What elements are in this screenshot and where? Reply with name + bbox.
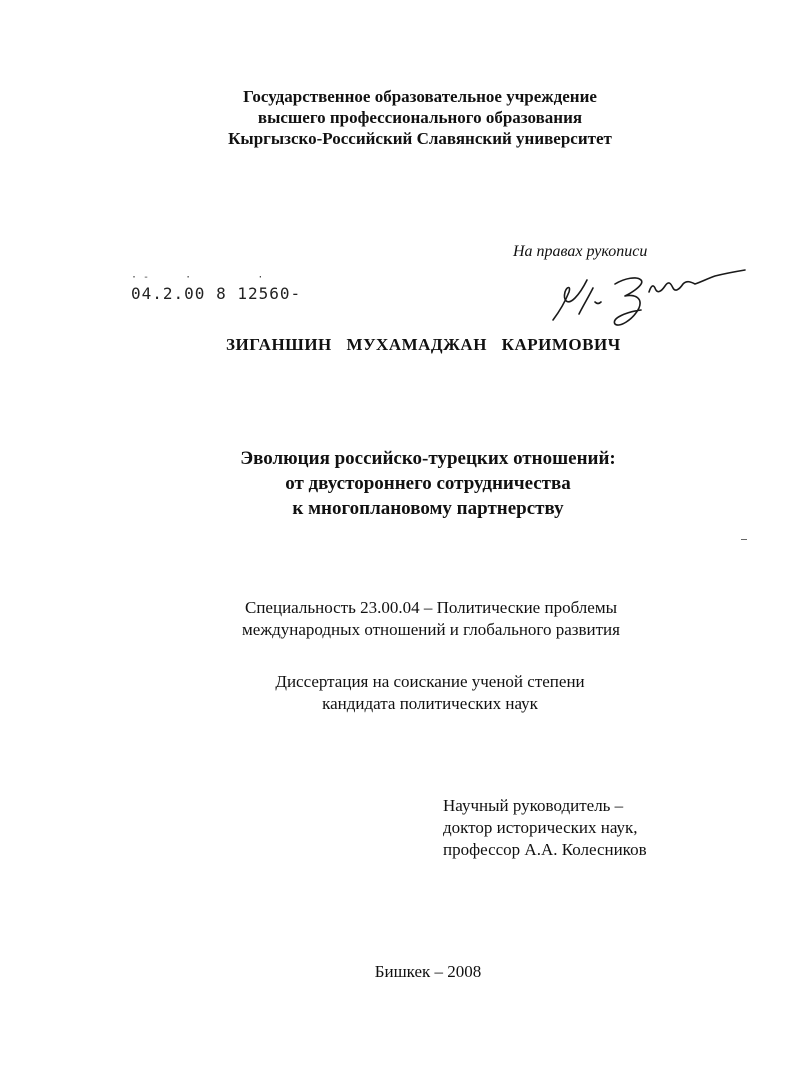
institution-line-1: Государственное образовательное учреждение bbox=[243, 87, 597, 106]
archive-stamp: 04.2.00 8 12560- bbox=[131, 284, 302, 303]
stamp-marks: · - · · bbox=[131, 272, 264, 283]
institution-line-2: высшего профессионального образования bbox=[257, 108, 583, 127]
supervisor-line-3: профессор А.А. Колесников bbox=[443, 840, 647, 859]
thesis-title-line-1: Эволюция российско-турецких отношений: bbox=[240, 448, 616, 469]
specialty-block bbox=[0, 597, 797, 641]
city-year: Бишкек – 2008 bbox=[374, 962, 482, 981]
institution-header bbox=[0, 86, 797, 149]
supervisor-line-1: Научный руководитель – bbox=[443, 796, 624, 815]
specialty-line-1: Специальность 23.00.04 – Политические проблемы bbox=[244, 598, 618, 617]
author-name: ЗИГАНШИН МУХАМАДЖАН КАРИМОВИЧ bbox=[226, 335, 621, 354]
supervisor-line-2: доктор исторических наук, bbox=[443, 818, 638, 837]
degree-line-2: кандидата политических наук bbox=[322, 694, 538, 713]
institution-line-3: Кыргызско-Российский Славянский университет bbox=[228, 129, 612, 148]
scan-speck bbox=[741, 539, 747, 540]
handwritten-signature bbox=[545, 262, 755, 337]
specialty-line-2: международных отношений и глобального развития bbox=[242, 620, 620, 639]
thesis-title-line-3: к многоплановому партнерству bbox=[292, 498, 564, 519]
degree-line-1: Диссертация на соискание ученой степени bbox=[275, 672, 585, 691]
thesis-title-line-2: от двустороннего сотрудничества bbox=[285, 473, 571, 494]
thesis-title bbox=[0, 446, 797, 521]
degree-block bbox=[0, 671, 797, 715]
manuscript-rights-note: На правах рукописи bbox=[513, 243, 648, 260]
supervisor-block bbox=[443, 795, 647, 861]
